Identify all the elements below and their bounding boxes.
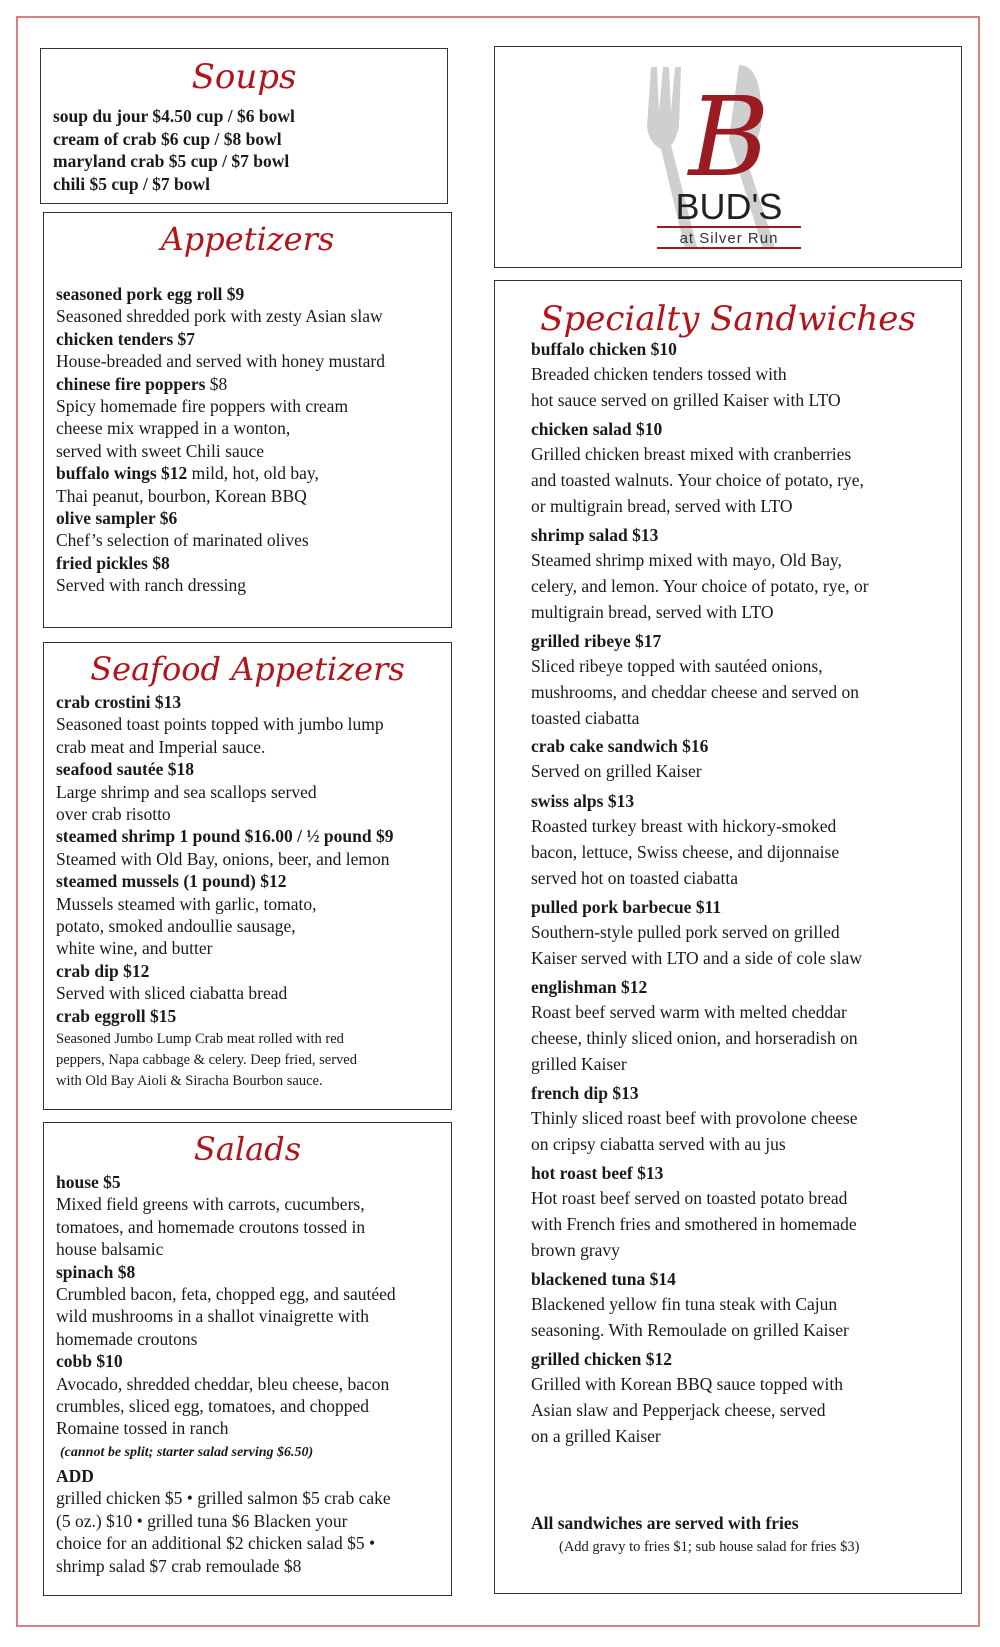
item-text: Mixed field greens with carrots, cucumbers, <box>56 1194 365 1215</box>
sandwich-name: shrimp salad $13 <box>531 525 659 545</box>
sandwich-desc: on a grilled Kaiser <box>531 1426 661 1447</box>
item-text: mild, hot, old bay, <box>187 463 319 484</box>
sandwich-name: englishman $12 <box>531 977 648 998</box>
menu-line <box>56 1532 391 1554</box>
sandwich-item <box>531 975 931 1077</box>
item-name: ADD <box>56 1466 94 1486</box>
menu-line <box>56 1487 391 1509</box>
sandwich-desc: Breaded chicken tenders tossed with <box>531 364 787 384</box>
sandwich-item <box>531 1081 931 1157</box>
menu-line <box>56 1510 391 1532</box>
soup-item: chili $5 cup / $7 bowl <box>53 173 211 194</box>
item-text: Romaine tossed in ranch <box>56 1418 229 1439</box>
sandwich-desc: Hot roast beef served on toasted potato bread <box>531 1188 848 1209</box>
logo-box <box>494 46 962 268</box>
seafood-section <box>43 642 452 1110</box>
menu-line <box>56 1417 396 1439</box>
sandwich-item <box>531 1347 931 1449</box>
sandwich-item <box>531 417 931 519</box>
soups-title: Soups <box>191 57 297 97</box>
seafood-title: Seafood Appetizers <box>90 650 405 688</box>
sandwiches-title: Specialty Sandwiches <box>540 299 916 339</box>
menu-line <box>56 395 385 417</box>
item-text: cheese mix wrapped in a wonton, <box>56 418 291 439</box>
item-name: buffalo wings $12 <box>56 463 188 484</box>
menu-line <box>56 691 393 713</box>
item-name: olive sampler $6 <box>56 508 178 529</box>
menu-line <box>56 1283 396 1305</box>
menu-line <box>56 848 393 870</box>
appetizers-section <box>43 212 452 628</box>
item-name: seasoned pork egg roll $9 <box>56 284 245 304</box>
item-text: crab meat and Imperial sauce. <box>56 736 266 757</box>
menu-line <box>56 736 393 758</box>
item-text: $8 <box>209 373 228 394</box>
item-text: crumbles, sliced egg, tomatoes, and chopped <box>56 1396 369 1417</box>
menu-line <box>56 1373 396 1395</box>
menu-line <box>56 1216 396 1238</box>
buds-logo <box>579 57 879 257</box>
sandwich-desc: served hot on toasted ciabatta <box>531 868 739 889</box>
menu-line <box>56 507 385 529</box>
menu-line <box>56 574 385 596</box>
sandwich-item <box>531 523 931 625</box>
sandwich-desc: Steamed shrimp mixed with mayo, Old Bay, <box>531 550 842 570</box>
menu-line <box>56 825 393 847</box>
item-text: Mussels steamed with garlic, tomato, <box>56 893 317 914</box>
item-name: cobb $10 <box>56 1351 123 1372</box>
menu-line <box>56 417 385 439</box>
item-text: house balsamic <box>56 1239 164 1260</box>
item-name: crab dip $12 <box>56 960 150 981</box>
sandwich-desc: celery, and lemon. Your choice of potato, rye, or <box>531 576 869 596</box>
logo-letter: B <box>688 73 770 201</box>
sandwich-desc: cheese, thinly sliced onion, and horseradish on <box>531 1028 858 1049</box>
menu-line <box>56 529 385 551</box>
sandwich-name: grilled chicken $12 <box>531 1349 672 1370</box>
menu-line <box>56 440 385 462</box>
eggroll-desc-line: with Old Bay Aioli & Siracha Bourbon sauce. <box>56 1073 323 1089</box>
menu-line <box>56 870 393 892</box>
item-name: steamed mussels (1 pound) $12 <box>56 871 287 892</box>
sandwich-item <box>531 1267 931 1343</box>
appetizers-list <box>56 283 385 597</box>
sandwich-desc: or multigrain bread, served with LTO <box>531 496 793 517</box>
sandwich-desc: Grilled with Korean BBQ sauce topped with <box>531 1374 844 1395</box>
item-text: Crumbled bacon, feta, chopped egg, and sautéed <box>56 1284 396 1305</box>
sandwich-name: pulled pork barbecue $11 <box>531 897 722 917</box>
item-text: Seasoned shredded pork with zesty Asian slaw <box>56 306 383 327</box>
item-name: fried pickles $8 <box>56 552 170 573</box>
item-text: potato, smoked andoullie sausage, <box>56 916 296 937</box>
soup-item: soup du jour $4.50 cup / $6 bowl <box>53 106 295 126</box>
sandwich-item <box>531 734 931 784</box>
item-text: shrimp salad $7 crab remoulade $8 <box>56 1555 302 1576</box>
menu-line <box>56 328 385 350</box>
soups-list <box>53 105 295 195</box>
salads-title: Salads <box>193 1130 302 1168</box>
menu-line <box>56 758 393 780</box>
sandwiches-footer: All sandwiches are served with fries <box>531 1513 799 1533</box>
appetizers-title: Appetizers <box>160 220 335 258</box>
sandwiches-section <box>494 280 962 1594</box>
item-text: tomatoes, and homemade croutons tossed in <box>56 1216 366 1237</box>
menu-line <box>56 893 393 915</box>
menu-line <box>56 713 393 735</box>
item-text: served with sweet Chili sauce <box>56 440 265 461</box>
menu-line <box>56 803 393 825</box>
menu-line <box>56 283 385 305</box>
menu-line <box>56 350 385 372</box>
item-text: Avocado, shredded cheddar, bleu cheese, bacon <box>56 1373 390 1394</box>
item-name: chicken tenders $7 <box>56 328 196 349</box>
sandwich-name: crab cake sandwich $16 <box>531 736 709 757</box>
sandwich-name: buffalo chicken $10 <box>531 339 677 359</box>
sandwich-desc: bacon, lettuce, Swiss cheese, and dijonnaise <box>531 842 840 863</box>
sandwich-name: french dip $13 <box>531 1083 639 1103</box>
item-text: homemade croutons <box>56 1328 198 1349</box>
item-name: chinese fire poppers <box>56 373 210 394</box>
menu-line <box>56 485 385 507</box>
sandwich-name: swiss alps $13 <box>531 791 635 812</box>
sandwich-desc: grilled Kaiser <box>531 1054 627 1075</box>
menu-line <box>56 1350 396 1372</box>
item-name: house $5 <box>56 1172 121 1192</box>
salads-list-b <box>56 1465 391 1577</box>
sandwich-item <box>531 337 931 413</box>
eggroll-desc-line: Seasoned Jumbo Lump Crab meat rolled with red <box>56 1031 344 1047</box>
sandwich-desc: multigrain bread, served with LTO <box>531 602 774 622</box>
sandwich-desc: with French fries and smothered in homemade <box>531 1214 857 1235</box>
sandwich-desc: Blackened yellow fin tuna steak with Cajun <box>531 1294 838 1314</box>
menu-line <box>56 1193 396 1215</box>
item-text: Steamed with Old Bay, onions, beer, and lemon <box>56 848 390 869</box>
brand-name: BUD'S <box>675 186 783 227</box>
sandwich-desc: mushrooms, and cheddar cheese and served on <box>531 681 860 702</box>
brand-subtitle: at Silver Run <box>679 230 779 247</box>
menu-line <box>56 781 393 803</box>
sandwich-desc: and toasted walnuts. Your choice of potato, rye, <box>531 470 864 491</box>
sandwich-desc: toasted ciabatta <box>531 707 640 728</box>
sandwich-desc: Served on grilled Kaiser <box>531 761 702 782</box>
item-text: Chef’s selection of marinated olives <box>56 530 309 551</box>
eggroll-desc-line: peppers, Napa cabbage & celery. Deep fried, served <box>56 1052 357 1068</box>
sandwich-desc: Grilled chicken breast mixed with cranberries <box>531 444 852 465</box>
sandwich-desc: Asian slaw and Pepperjack cheese, served <box>531 1400 826 1421</box>
salads-list-a <box>56 1171 396 1440</box>
soups-section <box>40 48 448 204</box>
item-name: crab eggroll $15 <box>56 1005 177 1026</box>
item-text: choice for an additional $2 chicken salad $5 • <box>56 1533 376 1554</box>
sandwich-desc: Sliced ribeye topped with sautéed onions, <box>531 655 823 676</box>
menu-line <box>56 982 393 1004</box>
seafood-eggroll-desc <box>56 1029 357 1092</box>
sandwich-desc: hot sauce served on grilled Kaiser with LTO <box>531 390 841 410</box>
menu-line <box>56 915 393 937</box>
item-text: Served with ranch dressing <box>56 575 247 596</box>
sandwich-desc: brown gravy <box>531 1240 620 1261</box>
menu-line <box>56 1005 393 1027</box>
item-text: House-breaded and served with honey mustard <box>56 351 385 372</box>
salads-section <box>43 1122 452 1596</box>
sandwich-name: hot roast beef $13 <box>531 1163 664 1184</box>
menu-line <box>56 960 393 982</box>
item-text: wild mushrooms in a shallot vinaigrette with <box>56 1306 370 1327</box>
item-text: Thai peanut, bourbon, Korean BBQ <box>56 485 307 506</box>
sandwich-name: chicken salad $10 <box>531 419 663 440</box>
sandwich-desc: Thinly sliced roast beef with provolone cheese <box>531 1108 858 1128</box>
sandwich-desc: seasoning. With Remoulade on grilled Kaiser <box>531 1320 849 1340</box>
menu-line <box>56 305 385 327</box>
item-text: Served with sliced ciabatta bread <box>56 983 288 1004</box>
menu-line <box>56 462 385 484</box>
item-name: steamed shrimp 1 pound $16.00 / ½ pound $9 <box>56 826 394 847</box>
sandwich-desc: on cripsy ciabatta served with au jus <box>531 1134 786 1154</box>
item-text: (5 oz.) $10 • grilled tuna $6 Blacken your <box>56 1510 348 1531</box>
sandwich-desc: Southern-style pulled pork served on grilled <box>531 922 840 942</box>
item-name: spinach $8 <box>56 1261 136 1282</box>
menu-line <box>56 1238 396 1260</box>
item-name: seafood sautée $18 <box>56 759 195 780</box>
seafood-list <box>56 691 393 1027</box>
menu-line <box>56 1395 396 1417</box>
sandwich-item <box>531 789 931 891</box>
sandwich-name: grilled ribeye $17 <box>531 630 662 651</box>
item-name: crab crostini $13 <box>56 692 182 712</box>
sandwich-desc: Roast beef served warm with melted cheddar <box>531 1002 847 1023</box>
item-text: Spicy homemade fire poppers with cream <box>56 396 349 417</box>
sandwich-name: blackened tuna $14 <box>531 1269 676 1289</box>
item-text: grilled chicken $5 • grilled salmon $5 crab cake <box>56 1488 391 1509</box>
menu-line <box>56 1171 396 1193</box>
menu-line <box>56 552 385 574</box>
sandwich-item <box>531 629 931 731</box>
menu-line <box>56 1305 396 1327</box>
item-text: white wine, and butter <box>56 938 213 959</box>
sandwich-item <box>531 895 931 971</box>
menu-line <box>56 1555 391 1577</box>
sandwiches-footer-note: (Add gravy to fries $1; sub house salad for fries $3) <box>559 1539 860 1555</box>
item-text: Large shrimp and sea scallops served <box>56 781 317 802</box>
sandwich-desc: Roasted turkey breast with hickory-smoked <box>531 816 837 837</box>
sandwich-item <box>531 1161 931 1263</box>
menu-line <box>56 373 385 395</box>
menu-line <box>56 1261 396 1283</box>
item-text: Seasoned toast points topped with jumbo lump <box>56 714 384 735</box>
sandwich-desc: Kaiser served with LTO and a side of cole slaw <box>531 948 862 968</box>
salads-note: (cannot be split; starter salad serving $6.50) <box>60 1445 314 1460</box>
menu-line <box>56 937 393 959</box>
menu-line <box>56 1328 396 1350</box>
menu-line <box>56 1465 391 1487</box>
item-text: over crab risotto <box>56 804 171 825</box>
soup-item: cream of crab $6 cup / $8 bowl <box>53 128 282 149</box>
soup-item: maryland crab $5 cup / $7 bowl <box>53 151 290 171</box>
